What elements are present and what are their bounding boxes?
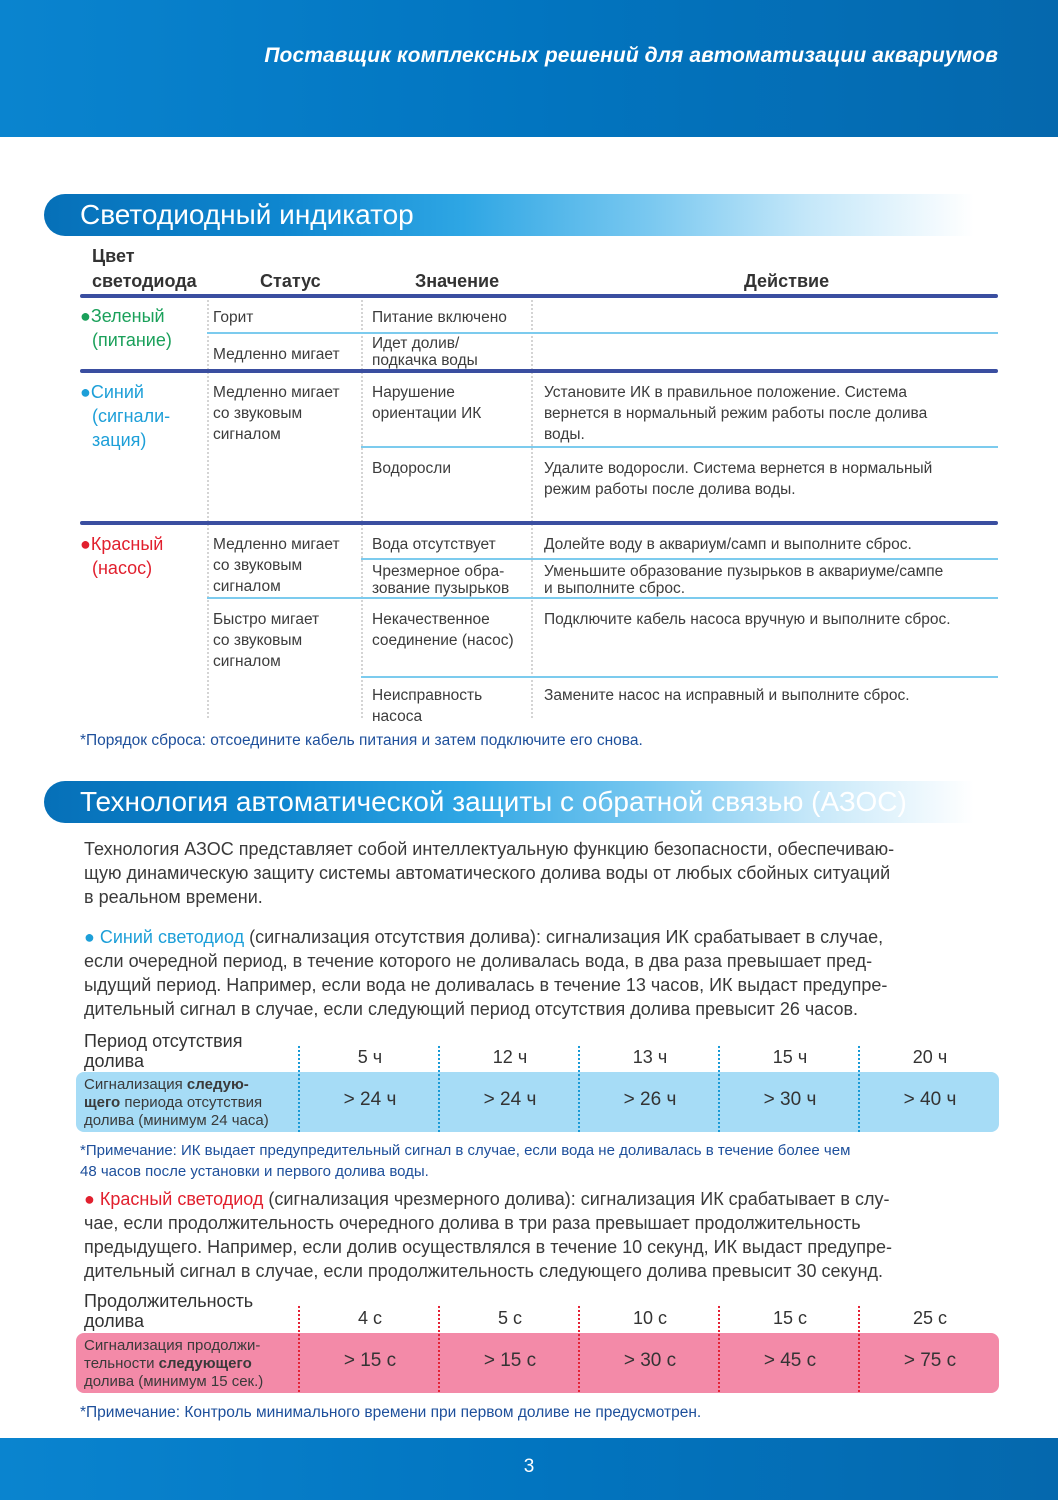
- intro-line: Технология АЗОС представляет собой интеллектуальную функцию безопасности, обеспечиваю-: [84, 839, 895, 859]
- status-cell: Медленно мигает: [213, 384, 340, 401]
- duration-header: Продолжительность: [84, 1291, 254, 1311]
- action-cell: воды.: [544, 426, 585, 443]
- column-divider: [718, 1306, 720, 1392]
- header-divider: [80, 294, 998, 298]
- status-cell: сигналом: [213, 653, 281, 670]
- meaning-cell: подкачка воды: [372, 352, 478, 369]
- red-alarm-table: [76, 1290, 999, 1390]
- meaning-cell: Идет долив/: [372, 335, 460, 352]
- meaning-cell: Питание включено: [372, 309, 507, 326]
- duration-value: 4 с: [357, 1308, 382, 1328]
- red-note: *Примечание: Контроль минимального времени при первом доливе не предусмотрен.: [80, 1404, 702, 1421]
- status-cell: Быстро мигает: [213, 611, 320, 628]
- col-header-color-line1: Цвет: [92, 246, 135, 266]
- column-divider: [298, 1046, 300, 1132]
- alarm-value: > 40 ч: [903, 1089, 957, 1110]
- section-title-azos: Технология автоматической защиты с обратной связью (АЗОС): [44, 781, 974, 823]
- label-bold: следующего: [158, 1355, 252, 1372]
- col-header-color-line2: светодиода: [92, 271, 197, 291]
- blue-led-description: [84, 925, 1004, 1021]
- action-cell: и выполните сброс.: [544, 580, 686, 597]
- row-divider: [207, 597, 998, 599]
- label-bold: следую-: [186, 1076, 249, 1093]
- column-divider: [361, 300, 363, 718]
- note-line: *Примечание: ИК выдает предупредительный сигнал в случае, если вода не доливалась в течение более чем: [80, 1142, 851, 1159]
- led-function-red: (насос): [92, 558, 153, 578]
- status-cell: со звуковым: [213, 557, 303, 574]
- alarm-value: > 26 ч: [623, 1089, 677, 1110]
- action-cell: Подключите кабель насоса вручную и выполните сброс.: [544, 611, 951, 628]
- note-line: 48 часов после установки и первого долива воды.: [80, 1163, 429, 1180]
- reset-note: *Порядок сброса: отсоедините кабель питания и затем подключите его снова.: [80, 732, 643, 749]
- alarm-value: > 24 ч: [483, 1089, 537, 1110]
- group-divider: [80, 521, 998, 525]
- red-alarm-bar: [76, 1333, 999, 1393]
- meaning-cell: ориентации ИК: [372, 405, 482, 422]
- section-title-led: Светодиодный индикатор: [44, 194, 974, 236]
- alarm-value: > 30 с: [623, 1350, 677, 1371]
- intro-line: в реальном времени.: [84, 887, 263, 907]
- column-divider: [438, 1306, 440, 1392]
- action-cell: Удалите водоросли. Система вернется в нормальный: [544, 460, 933, 477]
- desc-line: ыдущий период. Например, если вода не доливалась в течение 13 часов, ИК выдаст предупре-: [84, 975, 888, 995]
- period-value: 5 ч: [357, 1047, 383, 1067]
- alarm-row-label: [84, 1337, 263, 1391]
- group-divider: [80, 369, 998, 373]
- status-cell: со звуковым: [213, 632, 303, 649]
- azos-intro: [84, 837, 1004, 909]
- status-cell: Медленно мигает: [213, 536, 340, 553]
- status-cell: сигналом: [213, 578, 281, 595]
- status-cell: Горит: [213, 309, 254, 326]
- column-divider: [718, 1046, 720, 1132]
- meaning-cell: Чрезмерное обра-: [372, 563, 505, 580]
- action-cell: Установите ИК в правильное положение. Система: [544, 384, 908, 401]
- status-cell: Медленно мигает: [213, 346, 340, 363]
- desc-line: дительный сигнал в случае, если продолжительность следующего долива превысит 30 секунд.: [84, 1261, 884, 1281]
- red-led-lead: ● Красный светодиод: [84, 1189, 264, 1209]
- alarm-value: > 45 с: [763, 1350, 817, 1371]
- desc-line: (сигнализация отсутствия долива): сигнализация ИК срабатывает в случае,: [244, 927, 884, 947]
- label-text: тельности: [84, 1355, 159, 1372]
- col-header-status: Статус: [260, 271, 321, 291]
- col-header-action: Действие: [744, 271, 830, 291]
- row-divider: [207, 332, 998, 334]
- label-text: Сигнализация: [84, 1076, 187, 1093]
- blue-alarm-table: [76, 1030, 999, 1129]
- alarm-value: > 75 с: [903, 1350, 957, 1371]
- label-bold: щего: [84, 1094, 121, 1111]
- meaning-cell: соединение (насос): [372, 632, 514, 649]
- duration-header: долива: [84, 1311, 145, 1331]
- meaning-cell: Некачественное: [372, 611, 490, 628]
- intro-line: щую динамическую защиту системы автоматического долива воды от любых сбойных ситуаций: [84, 863, 891, 883]
- col-header-meaning: Значение: [415, 271, 500, 291]
- period-value: 13 ч: [632, 1047, 668, 1067]
- desc-line: чае, если продолжительность очередного долива в три раза превышает продолжительность: [84, 1213, 861, 1233]
- header-tagline: Поставщик комплексных решений для автоматизации аквариумов: [264, 44, 998, 67]
- label-text: долива (минимум 15 сек.): [84, 1373, 264, 1390]
- status-cell: сигналом: [213, 426, 281, 443]
- label-text: периода отсутствия: [120, 1094, 263, 1111]
- action-cell: режим работы после долива воды.: [544, 481, 796, 498]
- led-function-green: (питание): [92, 330, 172, 350]
- alarm-value: > 30 ч: [763, 1089, 817, 1110]
- label-text: долива (минимум 24 часа): [84, 1112, 269, 1129]
- action-cell: Долейте воду в аквариум/самп и выполните сброс.: [544, 536, 912, 553]
- column-divider: [858, 1046, 860, 1132]
- alarm-value: > 24 ч: [343, 1089, 397, 1110]
- desc-line: предыдущего. Например, если долив осуществлялся в течение 10 секунд, ИК выдаст предупре-: [84, 1237, 892, 1257]
- led-color-green: ●Зеленый: [80, 306, 165, 326]
- alarm-row-label: [84, 1076, 269, 1130]
- period-value: 20 ч: [912, 1047, 948, 1067]
- duration-value: 15 с: [772, 1308, 808, 1328]
- column-divider: [438, 1046, 440, 1132]
- blue-note: [80, 1140, 850, 1182]
- column-divider: [207, 300, 209, 718]
- footer-banner: [0, 1438, 1058, 1500]
- desc-line: дительный сигнал в случае, если следующий период отсутствия долива превысит 26 часов.: [84, 999, 859, 1019]
- action-cell: Замените насос на исправный и выполните сброс.: [544, 687, 910, 704]
- column-divider: [531, 300, 533, 718]
- blue-alarm-bar: [76, 1072, 999, 1132]
- duration-value: 5 с: [497, 1308, 522, 1328]
- alarm-value: > 15 с: [343, 1350, 397, 1371]
- led-function-blue: зация): [92, 430, 147, 450]
- meaning-cell: Водоросли: [372, 460, 451, 477]
- column-divider: [578, 1046, 580, 1132]
- period-header: долива: [84, 1051, 145, 1071]
- meaning-cell: насоса: [372, 708, 423, 725]
- blue-led-lead: ● Синий светодиод: [84, 927, 245, 947]
- desc-line: если очередной период, в течение которого не доливалась вода, в два раза превышает пред-: [84, 951, 873, 971]
- column-divider: [298, 1306, 300, 1392]
- period-value: 15 ч: [772, 1047, 808, 1067]
- row-divider: [361, 446, 998, 448]
- column-divider: [578, 1306, 580, 1392]
- row-divider: [361, 676, 998, 678]
- status-cell: со звуковым: [213, 405, 303, 422]
- label-text: Сигнализация продолжи-: [84, 1337, 261, 1354]
- meaning-cell: Неисправность: [372, 687, 483, 704]
- meaning-cell: зование пузырьков: [372, 580, 510, 597]
- page-number: 3: [523, 1456, 535, 1477]
- duration-value: 10 с: [632, 1308, 668, 1328]
- alarm-value: > 15 с: [483, 1350, 537, 1371]
- led-color-blue: ●Синий: [80, 382, 144, 402]
- meaning-cell: Вода отсутствует: [372, 536, 496, 553]
- period-value: 12 ч: [492, 1047, 528, 1067]
- led-function-blue: (сигнали-: [92, 406, 171, 426]
- action-cell: Уменьшите образование пузырьков в аквариуме/сампе: [544, 563, 944, 580]
- row-divider: [361, 558, 998, 560]
- period-header: Период отсутствия: [84, 1031, 243, 1051]
- duration-value: 25 с: [912, 1308, 948, 1328]
- action-cell: вернется в нормальный режим работы после долива: [544, 405, 928, 422]
- meaning-cell: Нарушение: [372, 384, 455, 401]
- red-led-description: [84, 1187, 1004, 1283]
- header-banner: [0, 0, 1058, 137]
- column-divider: [858, 1306, 860, 1392]
- desc-line: (сигнализация чрезмерного долива): сигнализация ИК срабатывает в слу-: [263, 1189, 890, 1209]
- led-color-red: ●Красный: [80, 534, 164, 554]
